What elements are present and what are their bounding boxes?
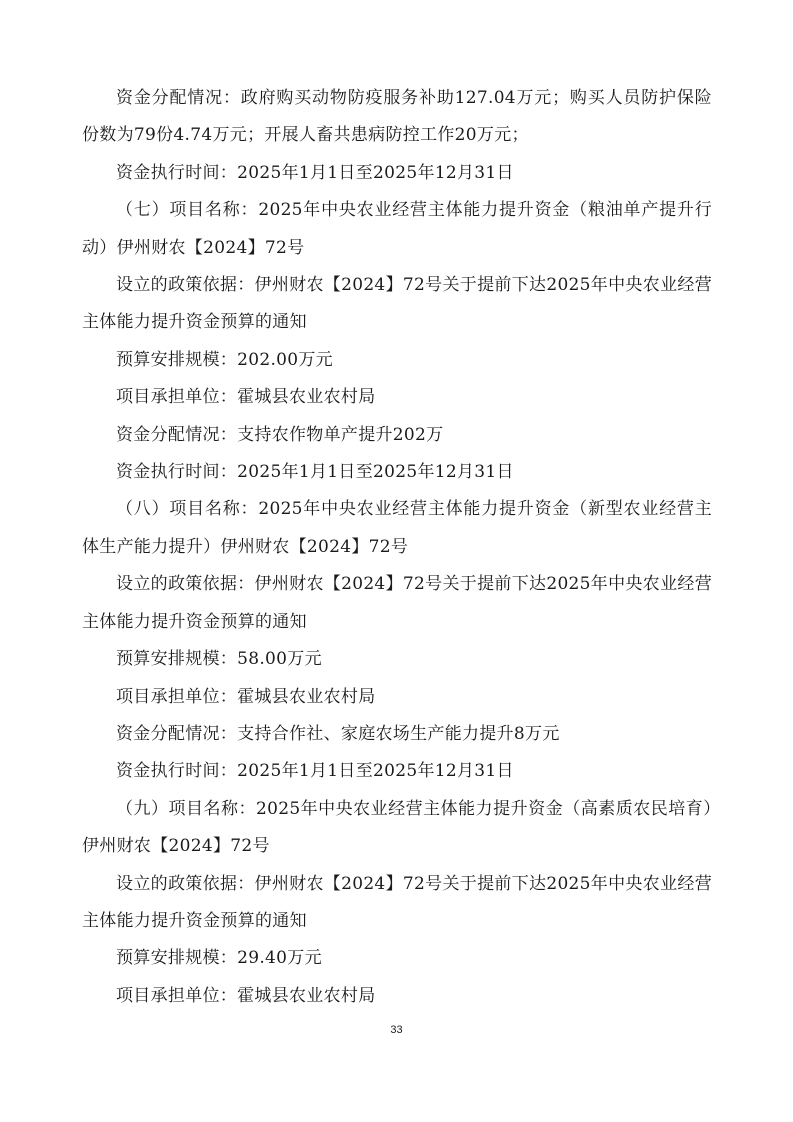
paragraph-execution-time-8: 资金执行时间：2025年1月1日至2025年12月31日	[116, 761, 514, 782]
paragraph-project-name-9: （九）项目名称：2025年中央农业经营主体能力提升资金（高素质农民培育）伊州财农【2024】72号	[82, 798, 712, 857]
paragraph-project-name-7: （七）项目名称：2025年中央农业经营主体能力提升资金（粮油单产提升行动）伊州财农【2024】72号	[82, 200, 712, 258]
paragraph-policy-basis-9: 设立的政策依据：伊州财农【2024】72号关于提前下达2025年中央农业经营主体能力提升资金预算的通知	[82, 873, 712, 931]
paragraph-responsible-unit-7: 项目承担单位：霍城县农业农村局	[116, 387, 376, 408]
paragraph-project-name-8: （八）项目名称：2025年中央农业经营主体能力提升资金（新型农业经营主体生产能力提升）伊州财农【2024】72号	[82, 499, 712, 557]
paragraph-execution-time-7: 资金执行时间：2025年1月1日至2025年12月31日	[116, 462, 514, 483]
paragraph-policy-basis-8: 设立的政策依据：伊州财农【2024】72号关于提前下达2025年中央农业经营主体能力提升资金预算的通知	[82, 574, 712, 632]
paragraph-budget-scale-8: 预算安排规模：58.00万元	[116, 649, 322, 670]
paragraph-execution-time-6: 资金执行时间：2025年1月1日至2025年12月31日	[116, 162, 514, 183]
paragraph-budget-scale-7: 预算安排规模：202.00万元	[116, 349, 333, 370]
paragraph-fund-allocation-8: 资金分配情况：支持合作社、家庭农场生产能力提升8万元	[116, 723, 560, 744]
paragraph-responsible-unit-8: 项目承担单位：霍城县农业农村局	[116, 686, 376, 707]
paragraph-fund-allocation-7: 资金分配情况：支持农作物单产提升202万	[116, 424, 444, 445]
paragraph-budget-scale-9: 预算安排规模：29.40万元	[116, 948, 322, 969]
paragraph-policy-basis-7: 设立的政策依据：伊州财农【2024】72号关于提前下达2025年中央农业经营主体能力提升资金预算的通知	[82, 275, 712, 333]
paragraph-responsible-unit-9: 项目承担单位：霍城县农业农村局	[116, 985, 376, 1006]
page-number: 33	[390, 1024, 403, 1036]
paragraph-fund-allocation-6: 资金分配情况：政府购买动物防疫服务补助127.04万元；购买人员防护保险份数为79份4.74万元；开展人畜共患病防控工作20万元；	[82, 88, 712, 146]
document-body	[82, 80, 712, 1015]
